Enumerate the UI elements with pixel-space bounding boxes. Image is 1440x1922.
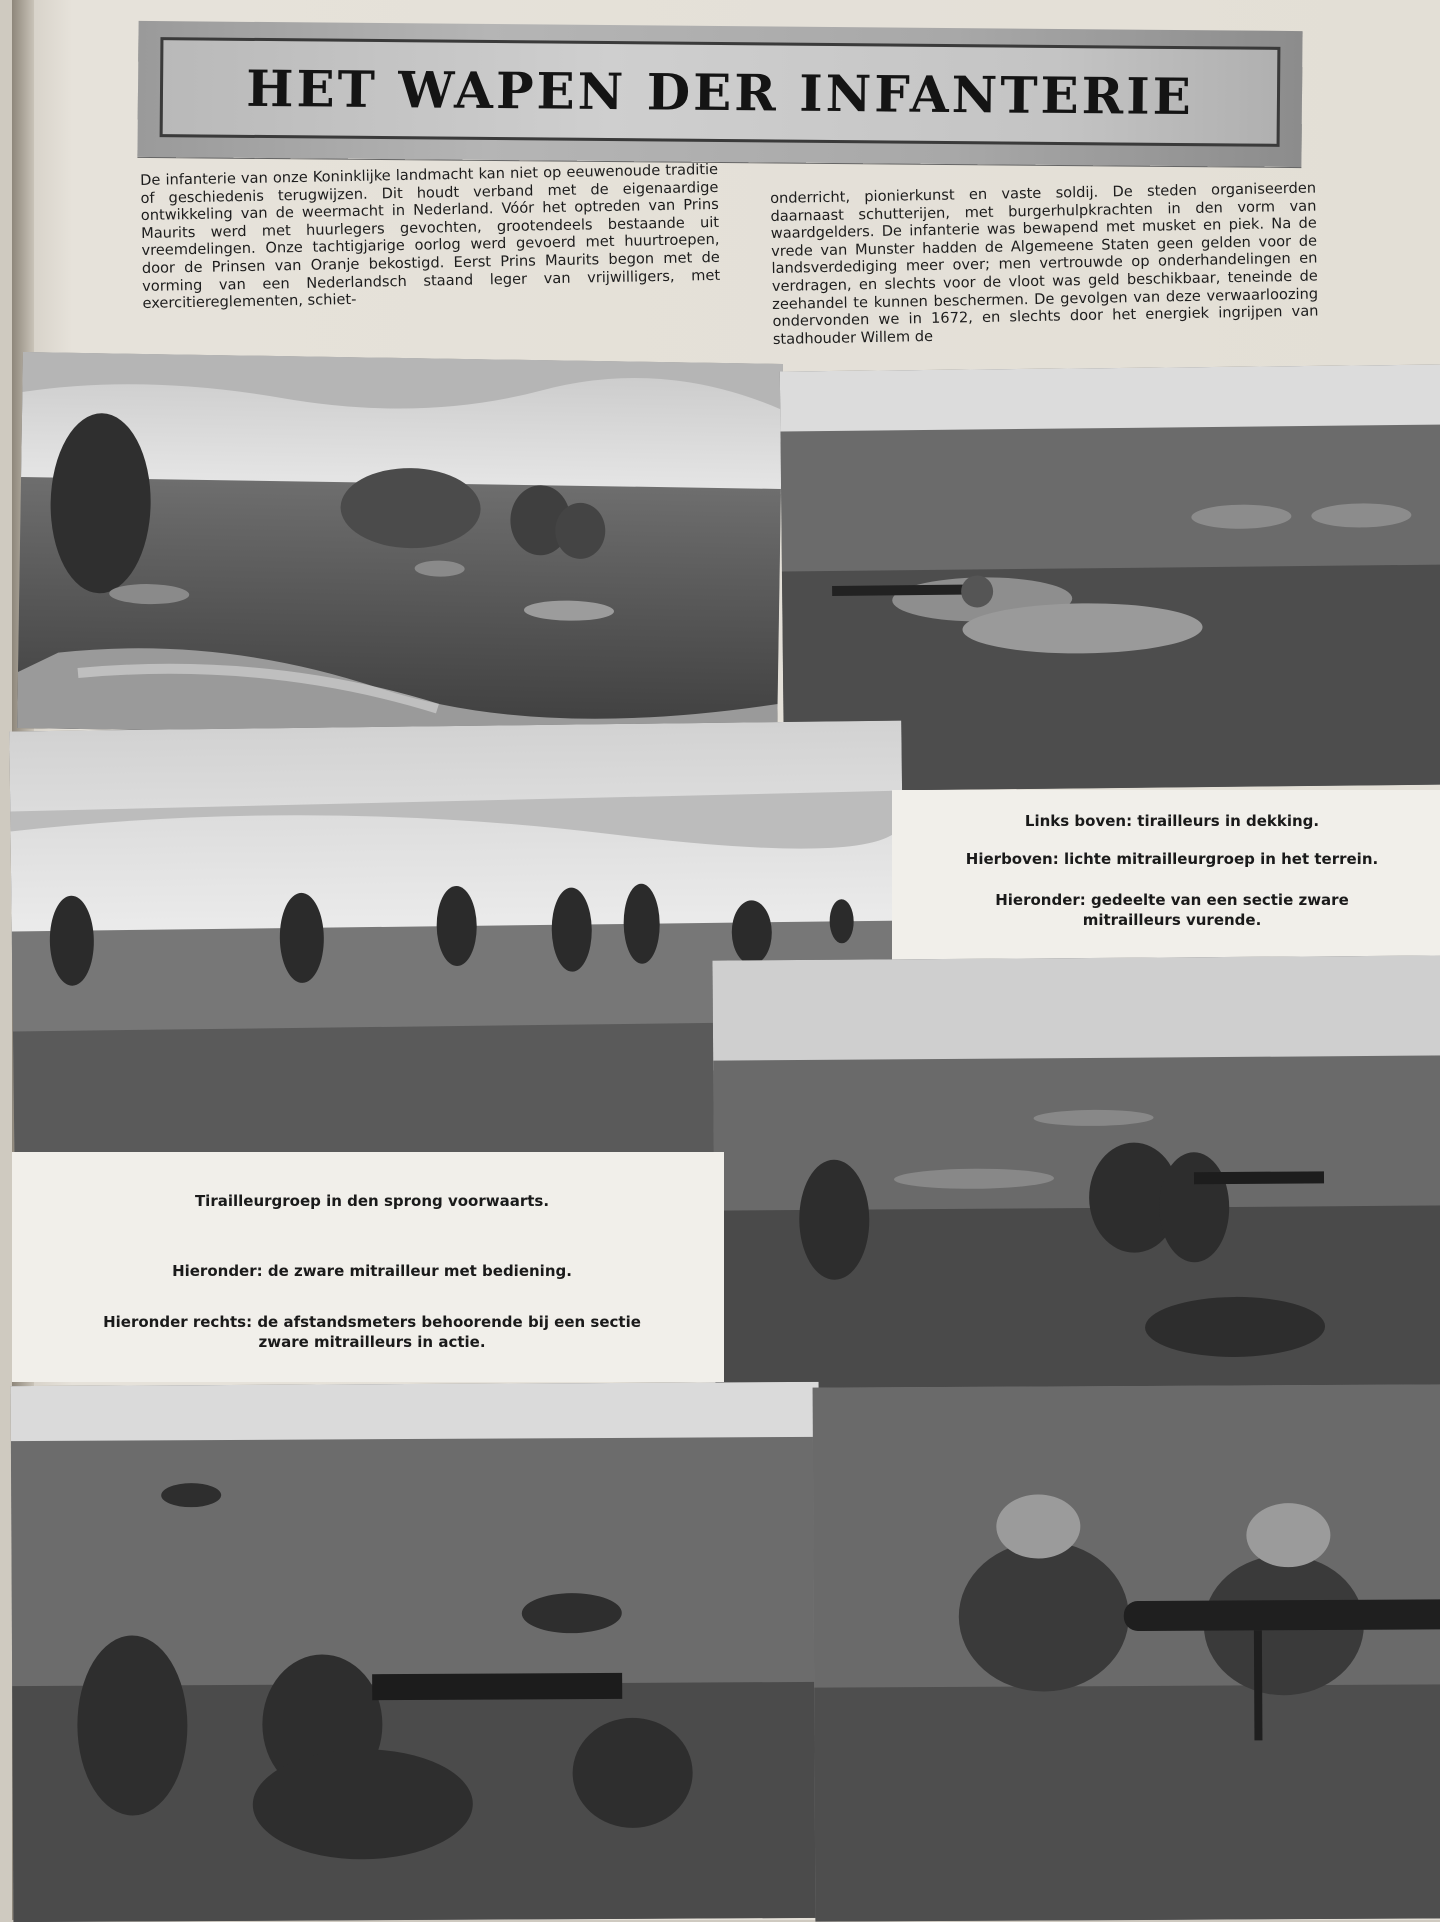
title-banner bbox=[137, 21, 1302, 167]
caption-tirailleurgroep: Tirailleurgroep in den sprong voorwaarts. bbox=[194, 1192, 550, 1210]
photo-tirailleurs-in-cover bbox=[17, 352, 783, 740]
page-title: HET WAPEN DER INFANTERIE bbox=[246, 58, 1195, 126]
photo-heavy-machine-gun-section-firing bbox=[712, 955, 1440, 1400]
caption-box-right bbox=[892, 790, 1440, 970]
title-frame bbox=[160, 37, 1281, 147]
photo-range-finders-in-action bbox=[813, 1384, 1440, 1921]
caption-afstandsmeters: Hieronder rechts: de afstandsmeters behoorende bij een sectie zware mitrailleurs in actie. bbox=[103, 1313, 641, 1351]
magazine-page bbox=[12, 0, 1440, 1920]
caption-links-boven: Links boven: tirailleurs in dekking. bbox=[1024, 812, 1320, 830]
intro-column-right: onderricht, pionierkunst en vaste soldij. De steden organiseerden daarnaast schutterijen, met burgerhulpkrachten in den vorm van waardgelders. De infanterie was bewapend met musket en piek. Na de vrede van Munster hadden de Algemeene Staten geen gelden voor de landsverdediging meer over; men vertrouwde op onderhandelingen en verdragen, en slechts voor de vloot was geld beschikbaar, teneinde de zeehandel te kunnen beschermen. De gevolgen van deze verwaarloozing ondervonden we in 1672, en slechts door het energiek ingrijpen van stadhouder Willem de bbox=[770, 179, 1319, 348]
caption-zware-mitrailleur: Hieronder: de zware mitrailleur met bediening. bbox=[172, 1262, 572, 1280]
caption-hieronder: Hieronder: gedeelte van een sectie zware mitrailleurs vurende. bbox=[995, 891, 1349, 929]
caption-box-left bbox=[12, 1152, 724, 1382]
intro-column-left: De infanterie van onze Koninklijke landmacht kan niet op eeuwenoude traditie of geschiedenis terugwijzen. Dit houdt verband met de eigenaardige ontwikkeling van de weermacht in Nederland. Vóór het optreden van Prins Maurits werd met huurlegers gevochten, grootendeels bestaande uit vreemdelingen. Onze tachtigjarige oorlog werd gevoerd met huurtroepen, door de Prinsen van Oranje bekostigd. Eerst Prins Maurits begon met de vorming van een Nederlandsch staand leger van vrijwilligers, met exercitiereglementen, schiet- bbox=[140, 160, 721, 313]
caption-hierboven: Hierboven: lichte mitrailleurgroep in het terrein. bbox=[965, 850, 1379, 868]
photo-heavy-machine-gun-crew bbox=[11, 1382, 822, 1922]
